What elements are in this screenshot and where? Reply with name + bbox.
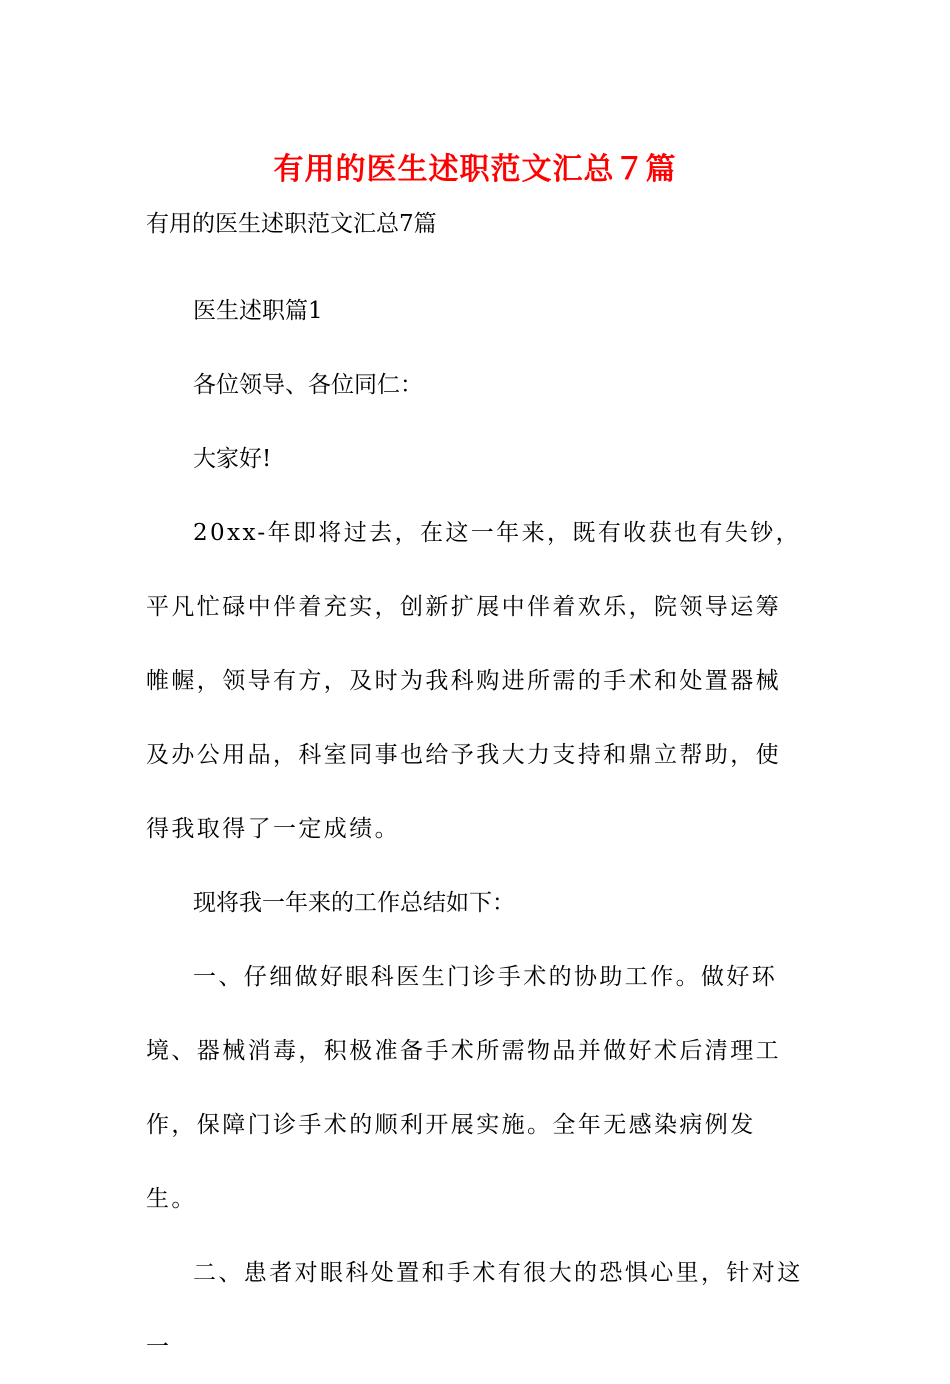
summary-lead-paragraph: 现将我一年来的工作总结如下： [193, 890, 515, 916]
item-one-paragraph: 一、仔细做好眼科医生门诊手术的协助工作。做好环境、器械消毒，积极准备手术所需物品并做好术后清理工作，保障门诊手术的顺利开展实施。全年无感染病例发生。 [146, 964, 781, 1212]
salutation-paragraph: 各位领导、各位同仁： [193, 372, 423, 398]
intro-paragraph: 20xx-年即将过去，在这一年来，既有收获也有失钞，平凡忙碌中伴着充实，创新扩展中伴着欢乐，院领导运筹帷幄，领导有方，及时为我科购进所需的手术和处置器械及办公用品，科室同事也给予我大力支持和鼎立帮助，使得我取得了一定成绩。 [146, 520, 801, 842]
greeting-paragraph: 大家好! [193, 446, 272, 472]
section-heading: 医生述职篇1 [193, 298, 323, 324]
document-title: 有用的医生述职范文汇总７篇 [273, 152, 677, 187]
subtitle-paragraph: 有用的医生述职范文汇总7篇 [146, 211, 437, 237]
document-body [146, 200, 806, 1384]
item-two-paragraph: 二、患者对眼科处置和手术有很大的恐惧心里，针对这一 [146, 1260, 803, 1360]
